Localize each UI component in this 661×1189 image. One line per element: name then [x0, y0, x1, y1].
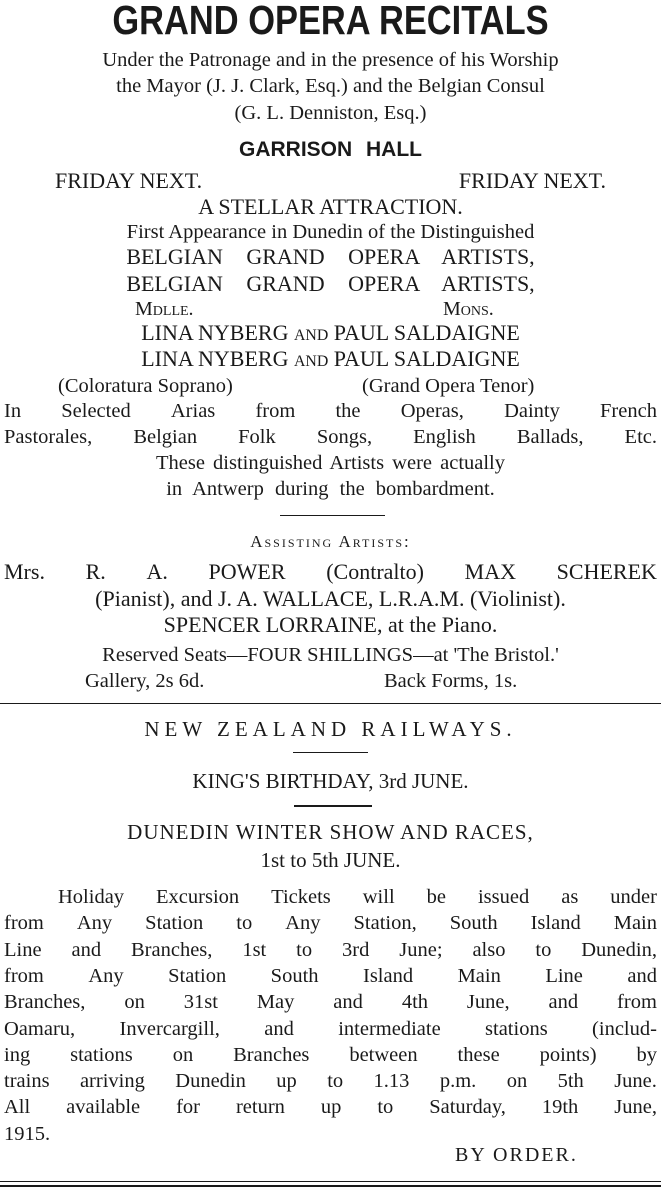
event-dates: 1st to 5th JUNE.: [260, 848, 401, 872]
word: Branches,: [131, 938, 213, 961]
word: Arias: [170, 400, 216, 422]
word: from: [4, 964, 44, 987]
word: English: [413, 426, 476, 448]
word: trains: [4, 1070, 50, 1093]
word: (Contralto): [326, 559, 424, 584]
friday-next-left: FRIDAY NEXT.: [55, 168, 203, 193]
venue-heading: GARRISON HALL: [239, 138, 422, 161]
word: between: [349, 1043, 418, 1066]
word: intermediate: [338, 1017, 441, 1040]
section-divider: [280, 515, 385, 516]
advertisement-separator: [0, 703, 661, 704]
word: return: [235, 1096, 285, 1119]
by-order-signoff: BY ORDER.: [455, 1144, 578, 1166]
word: June.: [614, 1070, 657, 1093]
word: Island: [363, 964, 414, 987]
word: for: [176, 1096, 200, 1119]
word: stations: [70, 1043, 133, 1066]
program-line: [0, 401, 661, 422]
friday-next-right: FRIDAY NEXT.: [458, 168, 606, 193]
word: 19th: [541, 1096, 579, 1119]
word: and: [627, 964, 657, 987]
body-line: [0, 1097, 661, 1118]
word: 4th: [401, 991, 429, 1014]
voice-tenor: (Grand Opera Tenor): [362, 375, 535, 397]
word: Branches,: [4, 991, 86, 1014]
reserved-seats-line: Reserved Seats—FOUR SHILLINGS—at 'The Bristol.': [102, 644, 559, 666]
word: available: [66, 1096, 141, 1119]
word: 1st: [242, 938, 267, 961]
friday-row: [0, 170, 661, 192]
section-divider: [293, 752, 368, 753]
word: by: [636, 1043, 657, 1066]
word: June,: [614, 1096, 657, 1119]
assisting-line: [0, 561, 661, 583]
word: Excursion: [156, 886, 240, 908]
word: on: [172, 1043, 194, 1066]
word: and: [333, 991, 363, 1014]
word: Station: [145, 912, 204, 935]
voice-soprano: (Coloratura Soprano): [58, 375, 233, 397]
performer-conjunction: AND: [293, 353, 329, 370]
word: arriving: [79, 1070, 145, 1093]
word: In: [4, 400, 22, 422]
patronage-line: (G. L. Denniston, Esq.): [234, 102, 427, 124]
word: Selected: [61, 400, 131, 422]
word: to: [327, 1070, 344, 1093]
word: as: [561, 886, 579, 908]
word: points): [539, 1043, 597, 1066]
word: POWER: [208, 559, 286, 584]
word: to: [377, 1096, 394, 1119]
word: up: [320, 1096, 342, 1119]
body-line: [0, 992, 661, 1013]
word: Tickets: [271, 886, 331, 908]
word: Dunedin: [175, 1070, 246, 1093]
performer-paul-saldaigne: PAUL SALDAIGNE: [333, 320, 520, 345]
word: the: [335, 400, 361, 422]
performer-conjunction: AND: [293, 327, 329, 344]
program-line: [0, 427, 661, 448]
railways-title: NEW ZEALAND RAILWAYS.: [144, 717, 517, 741]
body-line: 1915.: [4, 1122, 51, 1145]
word: 31st: [183, 991, 218, 1014]
bottom-double-rule: [0, 1181, 661, 1187]
first-appearance-line: First Appearance in Dunedin of the Distinguished: [126, 221, 535, 243]
word: Dainty: [504, 400, 560, 422]
section-divider: [294, 805, 372, 807]
word: Line: [545, 964, 583, 987]
word: Mrs.: [4, 559, 45, 584]
event-line: DUNEDIN WINTER SHOW AND RACES,: [127, 820, 534, 844]
word: up: [276, 1070, 297, 1093]
word: from: [4, 912, 44, 935]
word: SCHEREK: [556, 559, 657, 584]
word: and: [71, 938, 102, 961]
word: 5th: [557, 1070, 584, 1093]
word: Any: [285, 912, 321, 935]
word: from: [255, 400, 296, 422]
occasion-line: KING'S BIRTHDAY, 3rd JUNE.: [192, 769, 469, 793]
word: French: [600, 400, 657, 422]
word: Operas,: [400, 400, 464, 422]
word: Branches: [233, 1043, 310, 1066]
word: June;: [399, 938, 443, 961]
body-line: [0, 887, 661, 908]
gallery-price: Gallery, 2s 6d.: [85, 670, 205, 692]
word: and: [548, 991, 579, 1014]
word: Saturday,: [429, 1096, 506, 1119]
word: Dunedin,: [581, 938, 657, 961]
body-line: [0, 940, 661, 961]
patronage-line: Under the Patronage and in the presence of his Worship: [102, 49, 559, 71]
stellar-attraction: A STELLAR ATTRACTION.: [198, 194, 463, 219]
title-mons: Mons.: [443, 298, 494, 320]
word: Line: [4, 938, 42, 961]
word: also: [472, 938, 506, 961]
word: Main: [613, 912, 657, 935]
word: Any: [88, 964, 124, 987]
body-line: [0, 913, 661, 934]
word: will: [362, 886, 395, 908]
body-line: [0, 1019, 661, 1040]
word: Songs,: [316, 426, 373, 448]
body-line: [0, 966, 661, 987]
word: p.m.: [439, 1070, 477, 1093]
word: to: [535, 938, 552, 961]
word: to: [236, 912, 253, 935]
body-line: [0, 1071, 661, 1092]
word: Holiday: [58, 886, 125, 908]
patronage-line: the Mayor (J. J. Clark, Esq.) and the Belgian Consul: [116, 75, 545, 97]
word: Station,: [353, 912, 417, 935]
word: A.: [146, 559, 168, 584]
word: 1.13: [373, 1070, 410, 1093]
word: ing: [4, 1043, 31, 1066]
performer-paul-saldaigne: PAUL SALDAIGNE: [333, 346, 520, 371]
performer-lina-nyberg: LINA NYBERG: [141, 320, 289, 345]
word: Station: [168, 964, 227, 987]
word: 3rd: [342, 938, 370, 961]
word: Main: [457, 964, 501, 987]
word: on: [124, 991, 145, 1014]
word: Oamaru,: [4, 1017, 76, 1040]
word: under: [610, 886, 657, 908]
word: Invercargill,: [119, 1017, 220, 1040]
word: Any: [76, 912, 113, 935]
opera-title: GRAND OPERA RECITALS: [112, 0, 549, 43]
word: from: [617, 991, 657, 1014]
body-line: [0, 1045, 661, 1066]
artists-line: BELGIAN GRAND OPERA ARTISTS,: [126, 271, 535, 296]
word: June,: [466, 991, 510, 1014]
word: Pastorales,: [4, 426, 93, 448]
word: on: [506, 1070, 528, 1093]
word: stations: [485, 1017, 548, 1040]
word: (includ-: [592, 1017, 657, 1040]
word: these: [457, 1043, 500, 1066]
title-mdlle: Mdlle.: [135, 298, 194, 320]
assisting-line: (Pianist), and J. A. WALLACE, L.R.A.M. (Violinist).: [95, 586, 566, 611]
program-line: in Antwerp during the bombardment.: [166, 478, 495, 500]
word: All: [4, 1096, 31, 1119]
word: Folk: [238, 426, 276, 448]
word: issued: [477, 886, 530, 908]
word: Belgian: [133, 426, 198, 448]
assisting-artists-heading: Assisting Artists:: [250, 532, 411, 551]
program-line: These distinguished Artists were actually: [155, 452, 506, 474]
word: Ballads,: [516, 426, 584, 448]
performer-names-row: [0, 348, 661, 370]
performer-names-row: [0, 322, 661, 344]
back-forms-price: Back Forms, 1s.: [384, 670, 518, 692]
word: May: [256, 991, 295, 1014]
word: South: [270, 964, 319, 987]
word: South: [449, 912, 498, 935]
artists-line: BELGIAN GRAND OPERA ARTISTS,: [126, 244, 535, 269]
assisting-line: SPENCER LORRAINE, at the Piano.: [163, 612, 498, 637]
word: Etc.: [624, 426, 657, 448]
word: MAX: [464, 559, 516, 584]
word: and: [264, 1017, 294, 1040]
word: Island: [530, 912, 581, 935]
performer-lina-nyberg: LINA NYBERG: [141, 346, 289, 371]
word: R.: [85, 559, 106, 584]
word: be: [426, 886, 446, 908]
word: to: [296, 938, 313, 961]
